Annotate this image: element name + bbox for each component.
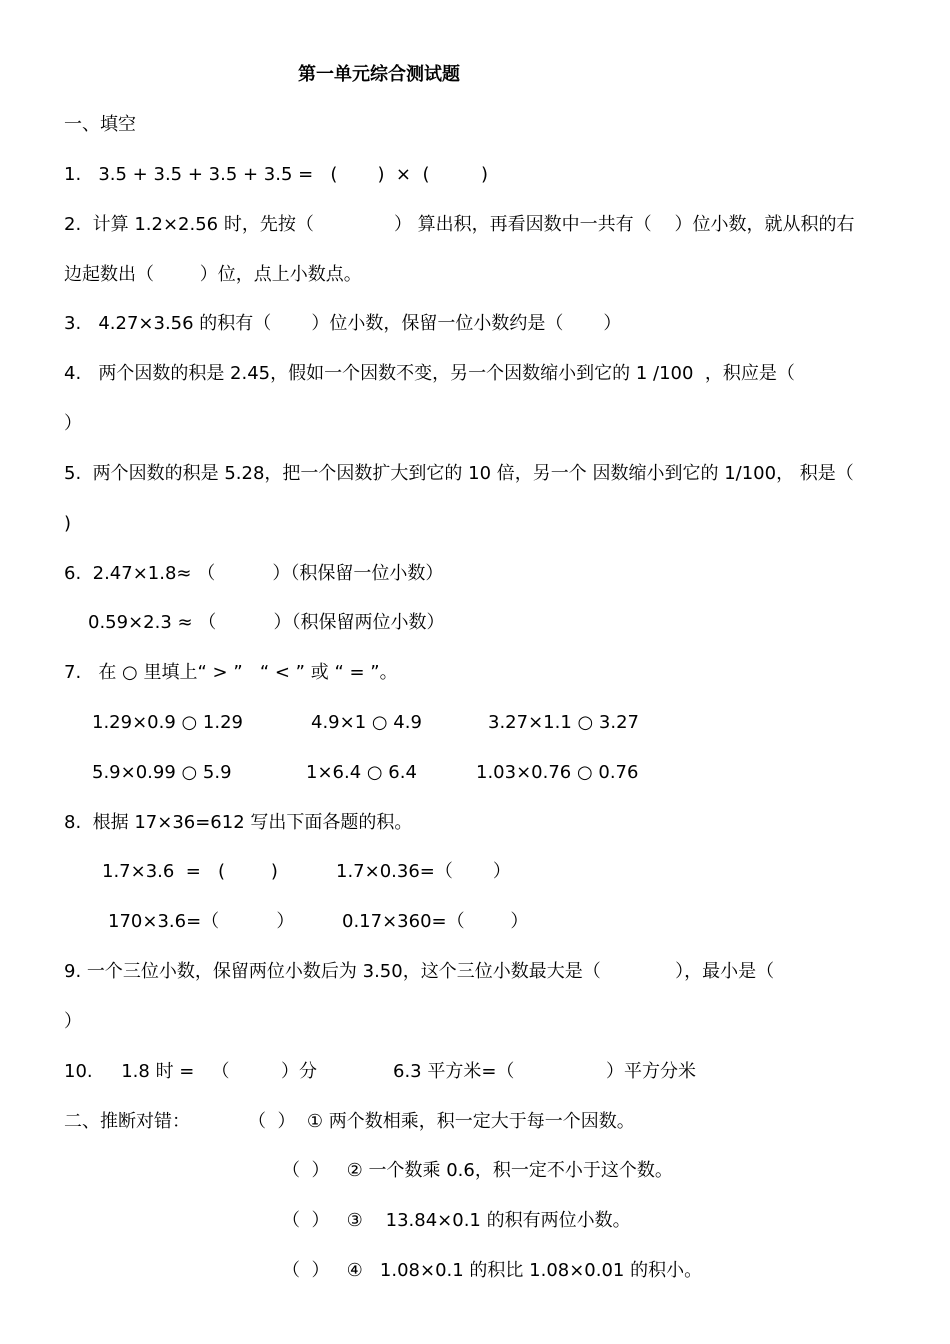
true-false-statement-2: （ ） ② 一个数乘 0.6，积一定不小于这个数。	[282, 1160, 673, 1181]
true-false-statement-1: （ ） ① 两个数相乘，积一定大于每一个因数。	[248, 1111, 635, 1132]
question-7-item: 1.29×0.9 ○ 1.29	[92, 712, 244, 733]
section-heading-true-false: 二、推断对错：	[64, 1111, 190, 1132]
question-7-item: 1×6.4 ○ 6.4	[306, 762, 417, 783]
question-5-line-2: )	[64, 513, 72, 534]
question-4-line-2: ）	[64, 413, 82, 434]
section-heading-fill-blank: 一、填空	[64, 114, 136, 135]
page-title: 第一单元综合测试题	[298, 64, 460, 85]
question-8-item: 1.7×0.36=（ ）	[336, 861, 511, 882]
question-6-line-2: 0.59×2.3 ≈ （ ）（积保留两位小数）	[88, 612, 445, 633]
question-8-item: 0.17×360=（ ）	[342, 911, 529, 932]
question-3: 3. 4.27×3.56 的积有（ ）位小数，保留一位小数约是（ ）	[64, 313, 622, 334]
question-7-item: 1.03×0.76 ○ 0.76	[476, 762, 639, 783]
question-7-item: 5.9×0.99 ○ 5.9	[92, 762, 232, 783]
question-8-item: 1.7×3.6 = ( )	[102, 861, 278, 882]
question-2-line-1: 2. 计算 1.2×2.56 时，先按（ ） 算出积，再看因数中一共有（ ）位小数，就从积的右	[64, 214, 855, 235]
question-2-line-2: 边起数出（ ）位，点上小数点。	[64, 264, 362, 285]
question-8-item: 170×3.6=（ ）	[108, 911, 295, 932]
question-8: 8. 根据 17×36=612 写出下面各题的积。	[64, 812, 413, 833]
question-9-line-2: ）	[64, 1011, 82, 1032]
question-1: 1. 3.5 + 3.5 + 3.5 + 3.5 = ( ) × ( )	[64, 164, 488, 185]
question-6-line-1: 6. 2.47×1.8≈ （ ）（积保留一位小数）	[64, 563, 444, 584]
question-4-line-1: 4. 两个因数的积是 2.45，假如一个因数不变，另一个因数缩小到它的 1 /100 ，积应是（	[64, 363, 795, 384]
true-false-statement-3: （ ） ③ 13.84×0.1 的积有两位小数。	[282, 1210, 631, 1231]
question-10-part-1: 10. 1.8 时 = （ ）分	[64, 1061, 318, 1082]
question-9-line-1: 9. 一个三位小数，保留两位小数后为 3.50，这个三位小数最大是（ ），最小是（	[64, 961, 775, 982]
question-7-item: 4.9×1 ○ 4.9	[311, 712, 422, 733]
question-7: 7. 在 ○ 里填上“ > ” “ < ” 或 “ = ”。	[64, 662, 398, 683]
question-10-part-2: 6.3 平方米=（ ）平方分米	[393, 1061, 696, 1082]
question-7-item: 3.27×1.1 ○ 3.27	[488, 712, 640, 733]
question-5-line-1: 5. 两个因数的积是 5.28，把一个因数扩大到它的 10 倍，另一个 因数缩小到它的 1/100， 积是（	[64, 463, 854, 484]
true-false-statement-4: （ ） ④ 1.08×0.1 的积比 1.08×0.01 的积小。	[282, 1260, 703, 1281]
